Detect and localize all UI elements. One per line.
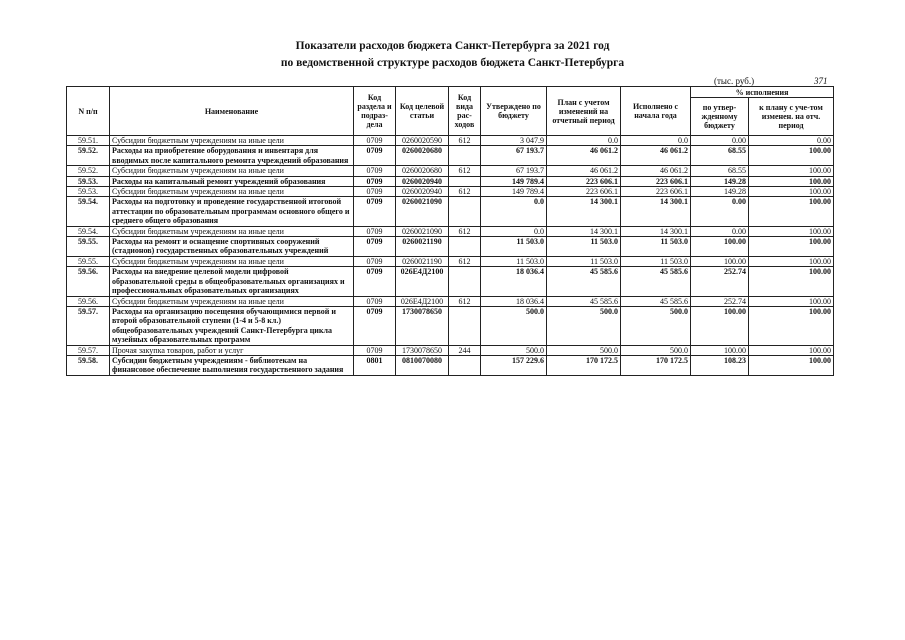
row-pct-utv: 68.55 (691, 146, 749, 166)
row-utv: 500.0 (481, 345, 547, 355)
row-plan: 11 503.0 (547, 256, 621, 266)
row-utv: 3 047.9 (481, 136, 547, 146)
row-pct-utv: 100.00 (691, 256, 749, 266)
row-razdel: 0709 (354, 197, 396, 226)
row-razdel: 0709 (354, 166, 396, 176)
row-pct-plan: 100.00 (749, 267, 834, 296)
header-vid: Код вида рас-ходов (449, 87, 481, 136)
row-vid (449, 306, 481, 345)
row-stat: 0260021190 (396, 256, 449, 266)
row-pct-utv: 0.00 (691, 197, 749, 226)
header-razdel: Код раздела и подраз-дела (354, 87, 396, 136)
page-number: 371 (814, 76, 828, 86)
row-razdel: 0709 (354, 296, 396, 306)
row-stat: 1730078650 (396, 306, 449, 345)
header-plan: План с учетом изменений на отчетный период (547, 87, 621, 136)
row-name: Расходы на подготовку и проведение государственной итоговой аттестации по образовательным программам основного общего и среднего общего образования (110, 197, 354, 226)
row-stat: 0260021190 (396, 237, 449, 257)
row-pct-plan: 100.00 (749, 296, 834, 306)
table-row (67, 355, 834, 375)
row-pct-plan: 0.00 (749, 136, 834, 146)
row-num: 59.53. (67, 187, 110, 197)
row-isp: 45 585.6 (621, 267, 691, 296)
table-row (67, 136, 834, 146)
row-isp: 0.0 (621, 136, 691, 146)
row-stat: 0810070080 (396, 355, 449, 375)
row-razdel: 0709 (354, 136, 396, 146)
row-vid (449, 176, 481, 186)
row-vid: 612 (449, 256, 481, 266)
row-utv: 67 193.7 (481, 146, 547, 166)
row-plan: 223 606.1 (547, 187, 621, 197)
header-pct: % исполнения (691, 87, 834, 98)
row-num: 59.52. (67, 166, 110, 176)
row-razdel: 0709 (354, 237, 396, 257)
row-stat: 0260020680 (396, 146, 449, 166)
row-num: 59.53. (67, 176, 110, 186)
header-stat: Код целевой статьи (396, 87, 449, 136)
row-stat: 026Е4Д2100 (396, 296, 449, 306)
table-row (67, 306, 834, 345)
row-pct-plan: 100.00 (749, 226, 834, 236)
row-name: Прочая закупка товаров, работ и услуг (110, 345, 354, 355)
expenditure-table (66, 86, 834, 376)
row-pct-utv: 252.74 (691, 267, 749, 296)
row-num: 59.51. (67, 136, 110, 146)
table-row (67, 267, 834, 296)
row-num: 59.55. (67, 256, 110, 266)
row-isp: 500.0 (621, 345, 691, 355)
row-razdel: 0709 (354, 256, 396, 266)
row-utv: 18 036.4 (481, 267, 547, 296)
row-stat: 0260020940 (396, 187, 449, 197)
row-vid: 612 (449, 187, 481, 197)
row-isp: 11 503.0 (621, 256, 691, 266)
row-pct-utv: 68.55 (691, 166, 749, 176)
row-stat: 1730078650 (396, 345, 449, 355)
row-pct-utv: 149.28 (691, 187, 749, 197)
row-plan: 0.0 (547, 136, 621, 146)
row-pct-plan: 100.00 (749, 345, 834, 355)
row-stat: 0260021090 (396, 226, 449, 236)
row-utv: 11 503.0 (481, 237, 547, 257)
row-vid: 244 (449, 345, 481, 355)
row-pct-plan: 100.00 (749, 146, 834, 166)
row-name: Расходы на ремонт и оснащение спортивных сооружений (стадионов) государственных образовательных учреждений (110, 237, 354, 257)
header-utv: Утверждено по бюджету (481, 87, 547, 136)
row-plan: 45 585.6 (547, 267, 621, 296)
row-pct-plan: 100.00 (749, 176, 834, 186)
row-utv: 18 036.4 (481, 296, 547, 306)
row-pct-plan: 100.00 (749, 197, 834, 226)
row-utv: 0.0 (481, 197, 547, 226)
table-row (67, 176, 834, 186)
row-vid: 612 (449, 166, 481, 176)
header-num: N п/п (67, 87, 110, 136)
row-pct-utv: 100.00 (691, 345, 749, 355)
row-vid (449, 355, 481, 375)
row-isp: 46 061.2 (621, 166, 691, 176)
row-pct-utv: 0.00 (691, 226, 749, 236)
row-isp: 223 606.1 (621, 187, 691, 197)
units-label: (тыс. руб.) (714, 76, 755, 86)
row-num: 59.57. (67, 306, 110, 345)
row-plan: 170 172.5 (547, 355, 621, 375)
row-isp: 11 503.0 (621, 237, 691, 257)
document-title-line2: по ведомственной структуре расходов бюджета Санкт-Петербурга (280, 57, 625, 69)
table-row (67, 197, 834, 226)
row-utv: 500.0 (481, 306, 547, 345)
row-pct-utv: 108.23 (691, 355, 749, 375)
row-name: Субсидии бюджетным учреждениям на иные цели (110, 226, 354, 236)
row-isp: 223 606.1 (621, 176, 691, 186)
row-pct-plan: 100.00 (749, 256, 834, 266)
row-name: Расходы на капитальный ремонт учреждений образования (110, 176, 354, 186)
row-name: Субсидии бюджетным учреждениям на иные цели (110, 166, 354, 176)
row-razdel: 0709 (354, 146, 396, 166)
row-isp: 46 061.2 (621, 146, 691, 166)
row-pct-utv: 100.00 (691, 237, 749, 257)
row-pct-plan: 100.00 (749, 237, 834, 257)
row-num: 59.56. (67, 296, 110, 306)
row-vid: 612 (449, 136, 481, 146)
row-name: Расходы на организацию посещения обучающимися первой и второй образовательной ступени (1-4 и 5-8 кл.) общеобразовательных учреждений Санкт-Петербурга цикла музейных образовательных программ (110, 306, 354, 345)
table-row (67, 146, 834, 166)
row-stat: 026Е4Д2100 (396, 267, 449, 296)
row-razdel: 0709 (354, 187, 396, 197)
row-num: 59.54. (67, 226, 110, 236)
row-razdel: 0709 (354, 176, 396, 186)
table-row (67, 237, 834, 257)
row-plan: 500.0 (547, 345, 621, 355)
row-plan: 46 061.2 (547, 166, 621, 176)
row-isp: 14 300.1 (621, 197, 691, 226)
table-row (67, 166, 834, 176)
row-num: 59.54. (67, 197, 110, 226)
row-plan: 14 300.1 (547, 197, 621, 226)
row-name: Субсидии бюджетным учреждениям на иные цели (110, 256, 354, 266)
document-title-line1: Показатели расходов бюджета Санкт-Петербурга за 2021 год (295, 40, 610, 52)
row-utv: 0.0 (481, 226, 547, 236)
row-pct-utv: 252.74 (691, 296, 749, 306)
row-name: Расходы на приобретение оборудования и инвентаря для вводимых после капитального ремонта учреждений образования (110, 146, 354, 166)
row-utv: 11 503.0 (481, 256, 547, 266)
row-plan: 45 585.6 (547, 296, 621, 306)
header-pct-utv: по утвер-жденному бюджету (691, 98, 749, 136)
row-stat: 0260020680 (396, 166, 449, 176)
row-num: 59.58. (67, 355, 110, 375)
row-razdel: 0709 (354, 267, 396, 296)
row-name: Субсидии бюджетным учреждениям на иные цели (110, 187, 354, 197)
row-name: Расходы на внедрение целевой модели цифровой образовательной среды в общеобразовательных организациях и профессиональных образовательных организациях (110, 267, 354, 296)
row-utv: 149 789.4 (481, 176, 547, 186)
row-razdel: 0709 (354, 306, 396, 345)
table-row (67, 296, 834, 306)
row-name: Субсидии бюджетным учреждениям на иные цели (110, 296, 354, 306)
row-stat: 0260020940 (396, 176, 449, 186)
table-row (67, 187, 834, 197)
row-vid (449, 146, 481, 166)
row-stat: 0260020590 (396, 136, 449, 146)
row-vid (449, 237, 481, 257)
row-razdel: 0709 (354, 345, 396, 355)
row-utv: 67 193.7 (481, 166, 547, 176)
row-razdel: 0801 (354, 355, 396, 375)
row-pct-plan: 100.00 (749, 355, 834, 375)
row-name: Субсидии бюджетным учреждениям на иные цели (110, 136, 354, 146)
header-isp: Исполнено с начала года (621, 87, 691, 136)
header-name: Наименование (110, 87, 354, 136)
row-isp: 170 172.5 (621, 355, 691, 375)
row-name: Субсидии бюджетным учреждениям - библиотекам на финансовое обеспечение выполнения государственного задания (110, 355, 354, 375)
table-row (67, 256, 834, 266)
row-stat: 0260021090 (396, 197, 449, 226)
row-isp: 500.0 (621, 306, 691, 345)
row-plan: 46 061.2 (547, 146, 621, 166)
row-utv: 149 789.4 (481, 187, 547, 197)
row-pct-utv: 0.00 (691, 136, 749, 146)
row-plan: 11 503.0 (547, 237, 621, 257)
row-pct-utv: 100.00 (691, 306, 749, 345)
row-plan: 14 300.1 (547, 226, 621, 236)
header-pct-plan: к плану с уче-том изменен. на отч. период (749, 98, 834, 136)
row-razdel: 0709 (354, 226, 396, 236)
table-row (67, 345, 834, 355)
row-isp: 45 585.6 (621, 296, 691, 306)
row-pct-plan: 100.00 (749, 306, 834, 345)
row-vid (449, 197, 481, 226)
row-pct-plan: 100.00 (749, 166, 834, 176)
row-pct-utv: 149.28 (691, 176, 749, 186)
row-plan: 223 606.1 (547, 176, 621, 186)
table-row (67, 226, 834, 236)
row-num: 59.55. (67, 237, 110, 257)
row-vid: 612 (449, 226, 481, 236)
row-vid (449, 267, 481, 296)
row-num: 59.52. (67, 146, 110, 166)
row-plan: 500.0 (547, 306, 621, 345)
row-num: 59.56. (67, 267, 110, 296)
row-pct-plan: 100.00 (749, 187, 834, 197)
row-utv: 157 229.6 (481, 355, 547, 375)
row-vid: 612 (449, 296, 481, 306)
row-num: 59.57. (67, 345, 110, 355)
row-isp: 14 300.1 (621, 226, 691, 236)
